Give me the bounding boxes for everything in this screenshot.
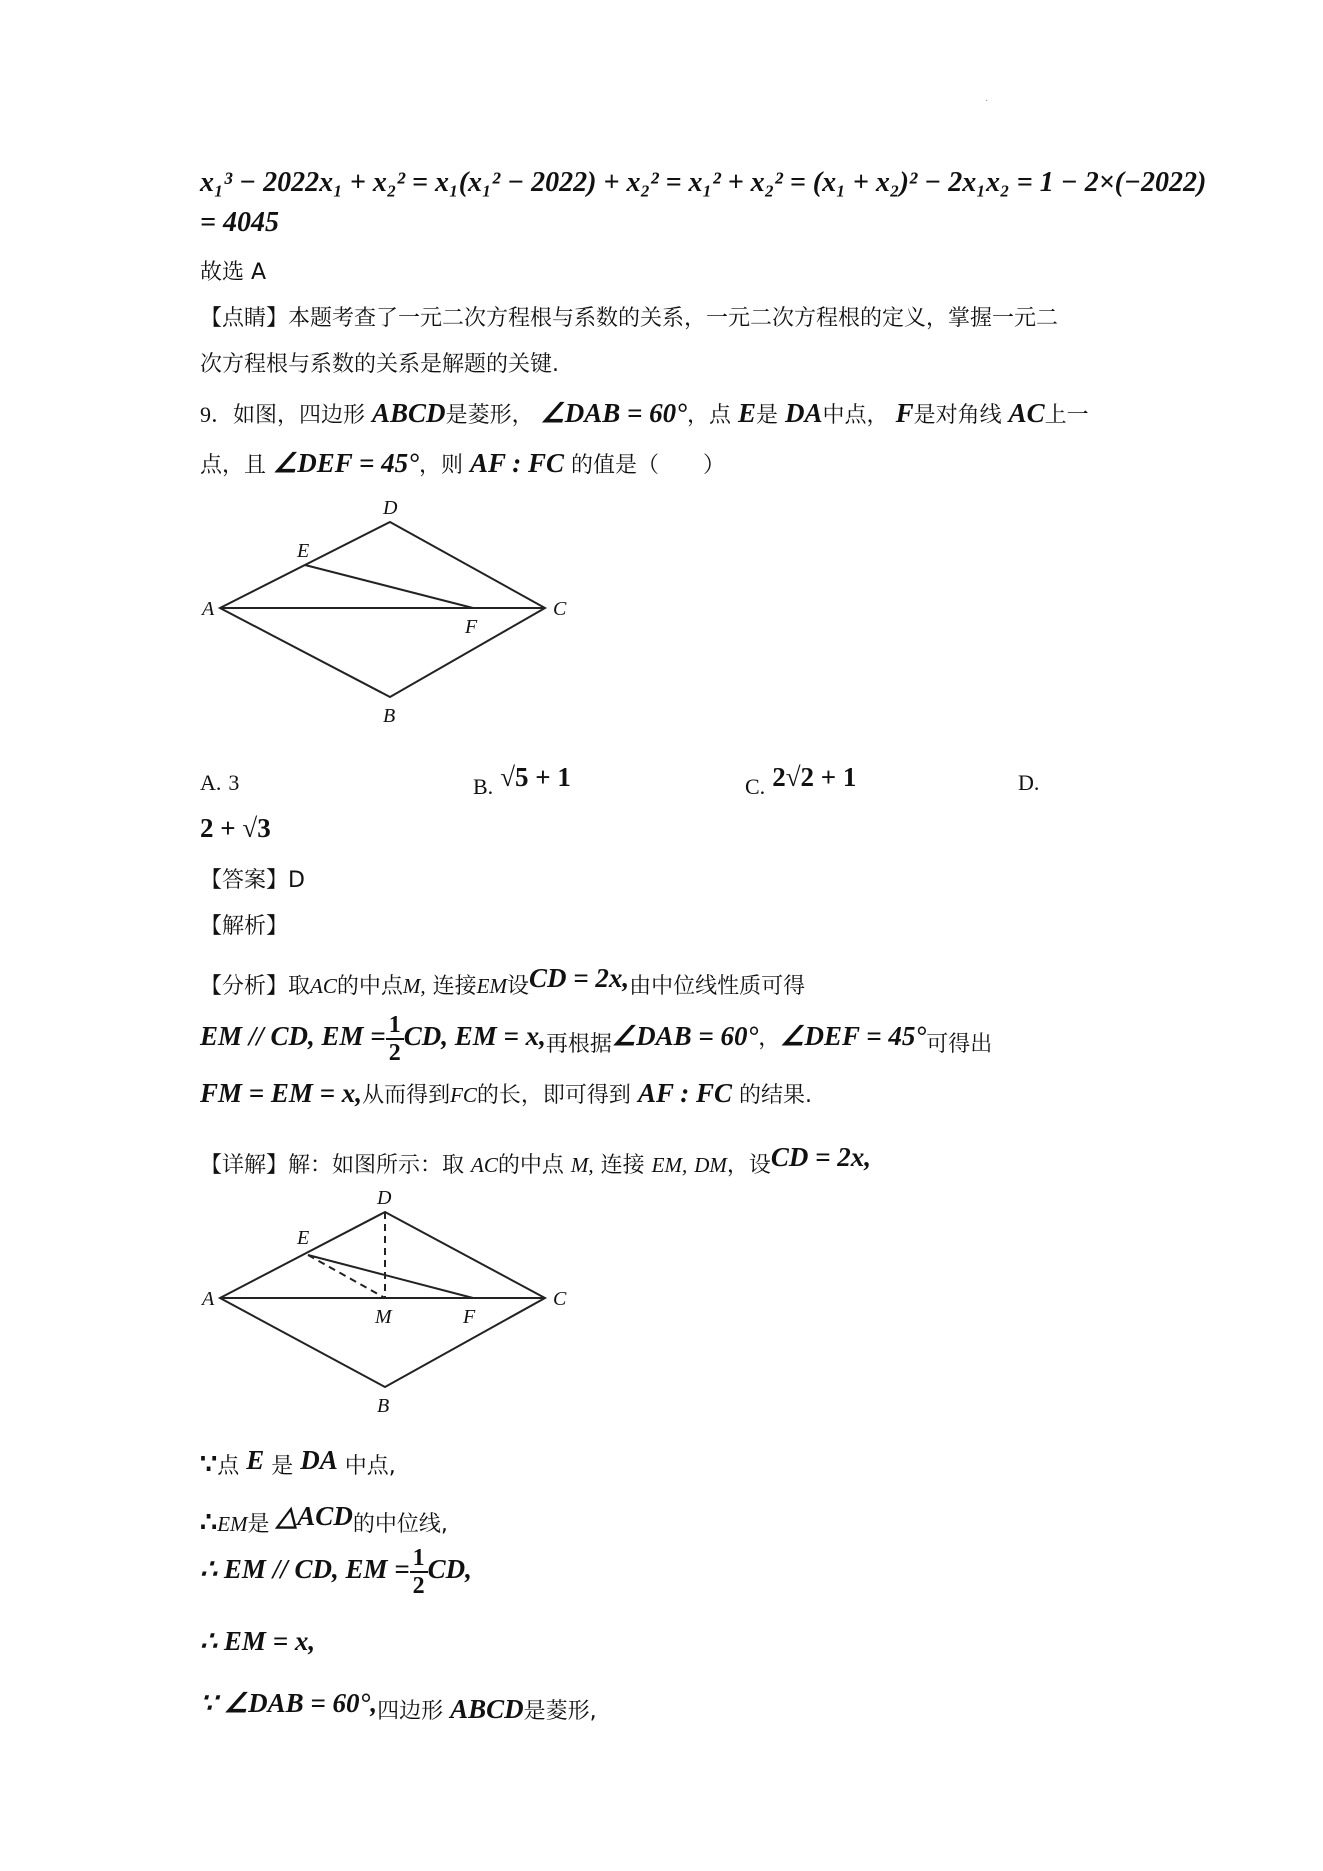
rhombus-figure-2 (195, 1180, 585, 1420)
s-math: ∴ EM // CD, EM = (200, 1554, 410, 1584)
q-text: ，则 (418, 453, 463, 478)
choose-answer: 故选 A (200, 260, 267, 285)
dianjing-line-2: 次方程根与系数的关系是解题的关键. (200, 352, 559, 377)
a-text: 再根据 (545, 1032, 612, 1057)
option-c (745, 762, 856, 800)
step-3 (200, 1545, 472, 1599)
d-text: 的中点 (497, 1153, 564, 1178)
step-2 (200, 1501, 448, 1540)
label-m: M (375, 1306, 392, 1328)
label-c: C (553, 598, 567, 620)
a-text: 的长，即可得到 (476, 1083, 631, 1108)
q-text: 如图，四边形 (233, 403, 366, 428)
s-math: CD, (427, 1554, 472, 1584)
a-math: ∠DEF = 45° (780, 1021, 927, 1051)
option-label: C. (745, 774, 766, 799)
a-math: ∠DAB = 60° (611, 1021, 759, 1051)
step-1 (200, 1445, 396, 1482)
s-math: ∵ (200, 1449, 218, 1479)
option-label: D. (1018, 770, 1040, 795)
a-text: 的中点 (336, 974, 403, 999)
a-math: AF : FC (637, 1078, 732, 1108)
detail-line (200, 1142, 871, 1181)
q-text: 是 (756, 403, 779, 428)
s-math: DA (300, 1445, 338, 1475)
s-text: 是 (247, 1512, 270, 1537)
option-value: 3 (228, 770, 240, 795)
d-math: EM, (651, 1153, 688, 1177)
q-text: 的值是（ ） (571, 453, 726, 478)
q-text: 中点， (822, 403, 889, 428)
option-label: A. (200, 770, 222, 795)
a-math: CD, EM = x, (403, 1021, 546, 1051)
a-text: 的结果. (738, 1083, 812, 1108)
d-text: 连接 (600, 1153, 645, 1178)
a-text: 连接 (432, 974, 477, 999)
d-math: AC (471, 1153, 498, 1177)
option-d (1018, 770, 1039, 796)
answer: 【答案】D (200, 868, 305, 893)
s-text: 四边形 (377, 1699, 444, 1724)
a-text: 【分析】取 (200, 974, 311, 999)
q-text: 上一 (1044, 403, 1089, 428)
d-text: 【详解】解：如图所示：取 (200, 1153, 465, 1178)
a-text: 由中位线性质可得 (629, 974, 806, 999)
equation-line-2: = 4045 (200, 207, 279, 238)
option-value: √5 + 1 (500, 762, 571, 792)
option-b (473, 762, 571, 800)
q-math: AF : FC (469, 448, 564, 478)
s-math: ABCD (450, 1694, 524, 1724)
s-text: 中点, (344, 1454, 396, 1479)
s-math: △ACD (276, 1501, 353, 1531)
a-math: EM // CD, EM = (200, 1021, 386, 1051)
label-d: D (383, 497, 398, 519)
segment-ef (308, 1255, 473, 1298)
s-math: ∵ ∠DAB = 60°, (200, 1688, 378, 1718)
a-text: 可得出 (926, 1032, 993, 1057)
analysis-line-1 (200, 963, 805, 1002)
rhombus-outline (220, 522, 545, 697)
s-math: E (246, 1445, 265, 1475)
label-f: F (463, 1306, 476, 1328)
step-4: ∴ EM = x, (200, 1626, 316, 1656)
q-math: ∠DAB = 60° (540, 398, 687, 428)
analysis-line-3 (200, 1078, 812, 1111)
q-math: E (738, 398, 757, 428)
q-text: 是对角线 (913, 403, 1002, 428)
a-math: CD = 2x, (528, 963, 630, 993)
label-c: C (553, 1288, 567, 1310)
s-text: 的中位线, (352, 1512, 448, 1537)
fraction-denominator: 2 (388, 1040, 401, 1066)
fraction-numerator: 1 (410, 1545, 428, 1573)
label-e: E (297, 540, 310, 562)
dianjing-line-1: 【点睛】本题考查了一元二次方程根与系数的关系，一元二次方程根的定义，掌握一元二 (200, 306, 1059, 331)
a-math: FC (450, 1083, 477, 1107)
s-text: 是 (271, 1454, 294, 1479)
fraction-half (386, 1012, 404, 1066)
label-e: E (297, 1227, 310, 1249)
q-math: AC (1008, 398, 1045, 428)
q-math: ∠DEF = 45° (273, 448, 419, 478)
fraction-denominator: 2 (412, 1573, 425, 1599)
a-text: 从而得到 (362, 1083, 451, 1108)
q-math: F (895, 398, 914, 428)
s-math: ∴ (200, 1507, 218, 1537)
d-text: ，设 (726, 1153, 771, 1178)
q-text: 是菱形， (445, 403, 534, 428)
label-a: A (202, 1288, 215, 1310)
s-math: EM (217, 1512, 248, 1536)
option-value: 2√2 + 1 (772, 762, 857, 792)
q-text: 点，且 (200, 453, 267, 478)
jiexi-heading: 【解析】 (200, 914, 289, 939)
a-math: FM = EM = x, (200, 1078, 363, 1108)
d-math: CD = 2x, (770, 1142, 872, 1172)
a-math: M, (402, 974, 426, 998)
question-number: 9． (200, 402, 234, 427)
page-mark: · (985, 96, 989, 107)
label-a: A (202, 598, 215, 620)
q-math: DA (785, 398, 823, 428)
equation-line-1: x₁³ − 2022x₁ + x₂² = x₁(x₁² − 2022) + x₂² = x₁² + x₂² = (x₁ + x₂)² − 2x₁x₂ = 1 − 2×(−2022) (200, 167, 1207, 198)
segment-ef (305, 565, 473, 608)
segment-em-dashed (308, 1255, 385, 1298)
analysis-line-2 (200, 1012, 992, 1066)
a-math: EM (476, 974, 507, 998)
q-math: ABCD (372, 398, 446, 428)
d-math: DM (694, 1153, 727, 1177)
a-text: ， (758, 1026, 781, 1051)
option-label: B. (473, 774, 494, 799)
question-line-1 (200, 398, 1089, 431)
s-text: 是菱形, (523, 1699, 597, 1724)
step-5 (200, 1688, 597, 1727)
rhombus-outline (220, 1212, 545, 1387)
label-b: B (377, 1395, 390, 1417)
fraction-numerator: 1 (386, 1012, 404, 1040)
option-a (200, 770, 239, 796)
option-d-value: 2 + √3 (200, 813, 271, 843)
label-b: B (383, 705, 396, 727)
fraction-half (410, 1545, 428, 1599)
a-math: AC (310, 974, 337, 998)
s-text: 点 (217, 1454, 240, 1479)
label-f: F (465, 616, 478, 638)
question-line-2 (200, 448, 725, 481)
rhombus-figure-1 (195, 490, 585, 730)
label-d: D (377, 1187, 392, 1209)
a-text: 设 (506, 974, 529, 999)
q-text: ，点 (686, 403, 731, 428)
d-math: M, (570, 1153, 594, 1177)
